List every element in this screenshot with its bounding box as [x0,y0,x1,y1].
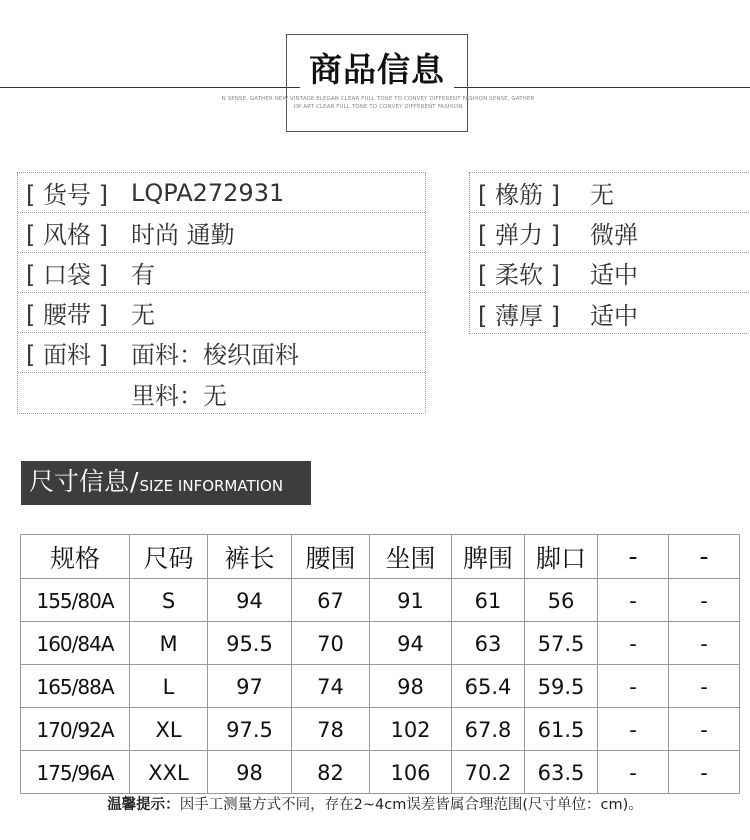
size-section-banner [21,461,311,505]
attribute-value: 有 [131,261,155,289]
table-cell: - [598,708,669,751]
attribute-value: 里料：无 [131,381,227,410]
table-cell: - [669,751,740,794]
table-cell: 102 [370,708,452,751]
table-row [21,579,740,622]
column-header: - [669,535,740,579]
table-cell: 94 [208,579,292,622]
column-header: 裤长 [208,535,292,579]
table-row [21,665,740,708]
column-header: - [598,535,669,579]
header-subtitle [215,95,541,111]
attribute-value: 无 [131,301,155,329]
attribute-key: [ 薄厚 ] [478,301,560,330]
size-section-subtitle: SIZE INFORMATION [139,477,284,495]
attribute-value: 适中 [590,261,638,289]
attribute-value: 面料：梭织面料 [131,341,299,369]
table-cell: S [130,579,208,622]
table-cell: 175/96A [21,751,130,794]
table-cell: XXL [130,751,208,794]
column-header: 脾围 [452,535,525,579]
table-row [21,708,740,751]
table-cell: 57.5 [525,622,598,665]
attribute-row [470,213,750,253]
table-cell: 74 [292,665,370,708]
table-cell: 59.5 [525,665,598,708]
attribute-value: 适中 [590,301,638,330]
column-header: 坐围 [370,535,452,579]
attribute-key: [ 腰带 ] [26,301,108,329]
attribute-value: 无 [590,181,614,209]
column-header: 规格 [21,535,130,579]
attribute-key: [ 面料 ] [26,341,108,369]
table-cell: 65.4 [452,665,525,708]
attribute-row [470,293,750,333]
table-cell: 61 [452,579,525,622]
table-cell: 91 [370,579,452,622]
table-cell: 170/92A [21,708,130,751]
table-cell: 98 [208,751,292,794]
table-cell: 61.5 [525,708,598,751]
table-cell: 70.2 [452,751,525,794]
page-title: 商品信息 [309,50,445,89]
table-cell: - [598,622,669,665]
attribute-value: LQPA272931 [131,178,285,207]
size-table [20,534,740,794]
table-cell: 63.5 [525,751,598,794]
attributes-right [469,172,750,334]
attribute-key: [ 柔软 ] [478,261,560,289]
attributes-left [17,172,426,414]
table-row [21,751,740,794]
attribute-row [18,333,425,373]
attribute-key: [ 弹力 ] [478,221,560,249]
table-cell: - [669,622,740,665]
table-cell: 98 [370,665,452,708]
table-cell: 160/84A [21,622,130,665]
table-cell: 82 [292,751,370,794]
attribute-row [18,293,425,333]
note-text: 因手工测量方式不同，存在2~4cm误差皆属合理范围(尺寸单位：cm)。 [179,797,643,813]
size-section-title: 尺寸信息 [29,467,130,496]
attribute-key: [ 风格 ] [26,221,108,249]
table-cell: L [130,665,208,708]
table-cell: 97.5 [208,708,292,751]
table-cell: 106 [370,751,452,794]
column-header: 尺码 [130,535,208,579]
attribute-key: [ 口袋 ] [26,261,108,289]
measurement-note [0,793,750,814]
attribute-value: 时尚 通勤 [131,221,235,249]
attribute-key: [ 橡筋 ] [478,181,560,209]
table-cell: - [669,665,740,708]
attribute-row [18,253,425,293]
attribute-row [18,173,425,213]
header-subtitle-line-2: OP ART CLEAR FULL TONE TO CONVEY DIFFERENT FASHION [293,104,463,110]
header-subtitle-line-1: N SENSE, GATHER NEW VINTAGE ELEGAN CLEAR FULL TONE TO CONVEY DIFFERENT FASHION SENSE, GATHER [221,96,535,102]
table-cell: - [598,751,669,794]
size-table-header-row [21,535,740,579]
table-row [21,622,740,665]
table-cell: 155/80A [21,579,130,622]
attribute-row [18,213,425,253]
table-cell: - [669,708,740,751]
table-cell: XL [130,708,208,751]
table-cell: 94 [370,622,452,665]
size-section-slash: / [130,467,139,496]
table-cell: 67 [292,579,370,622]
note-label: 温馨提示： [107,797,180,813]
attribute-value: 微弹 [590,221,638,249]
table-cell: 165/88A [21,665,130,708]
attribute-row [470,253,750,293]
table-cell: 56 [525,579,598,622]
table-cell: 95.5 [208,622,292,665]
table-cell: 63 [452,622,525,665]
attribute-key: [ 货号 ] [26,181,108,209]
table-cell: - [598,579,669,622]
table-cell: 67.8 [452,708,525,751]
column-header: 脚口 [525,535,598,579]
column-header: 腰围 [292,535,370,579]
table-cell: M [130,622,208,665]
table-cell: - [669,579,740,622]
attribute-row [18,373,425,413]
table-cell: 97 [208,665,292,708]
table-cell: - [598,665,669,708]
table-cell: 70 [292,622,370,665]
table-cell: 78 [292,708,370,751]
attribute-row [470,173,750,213]
